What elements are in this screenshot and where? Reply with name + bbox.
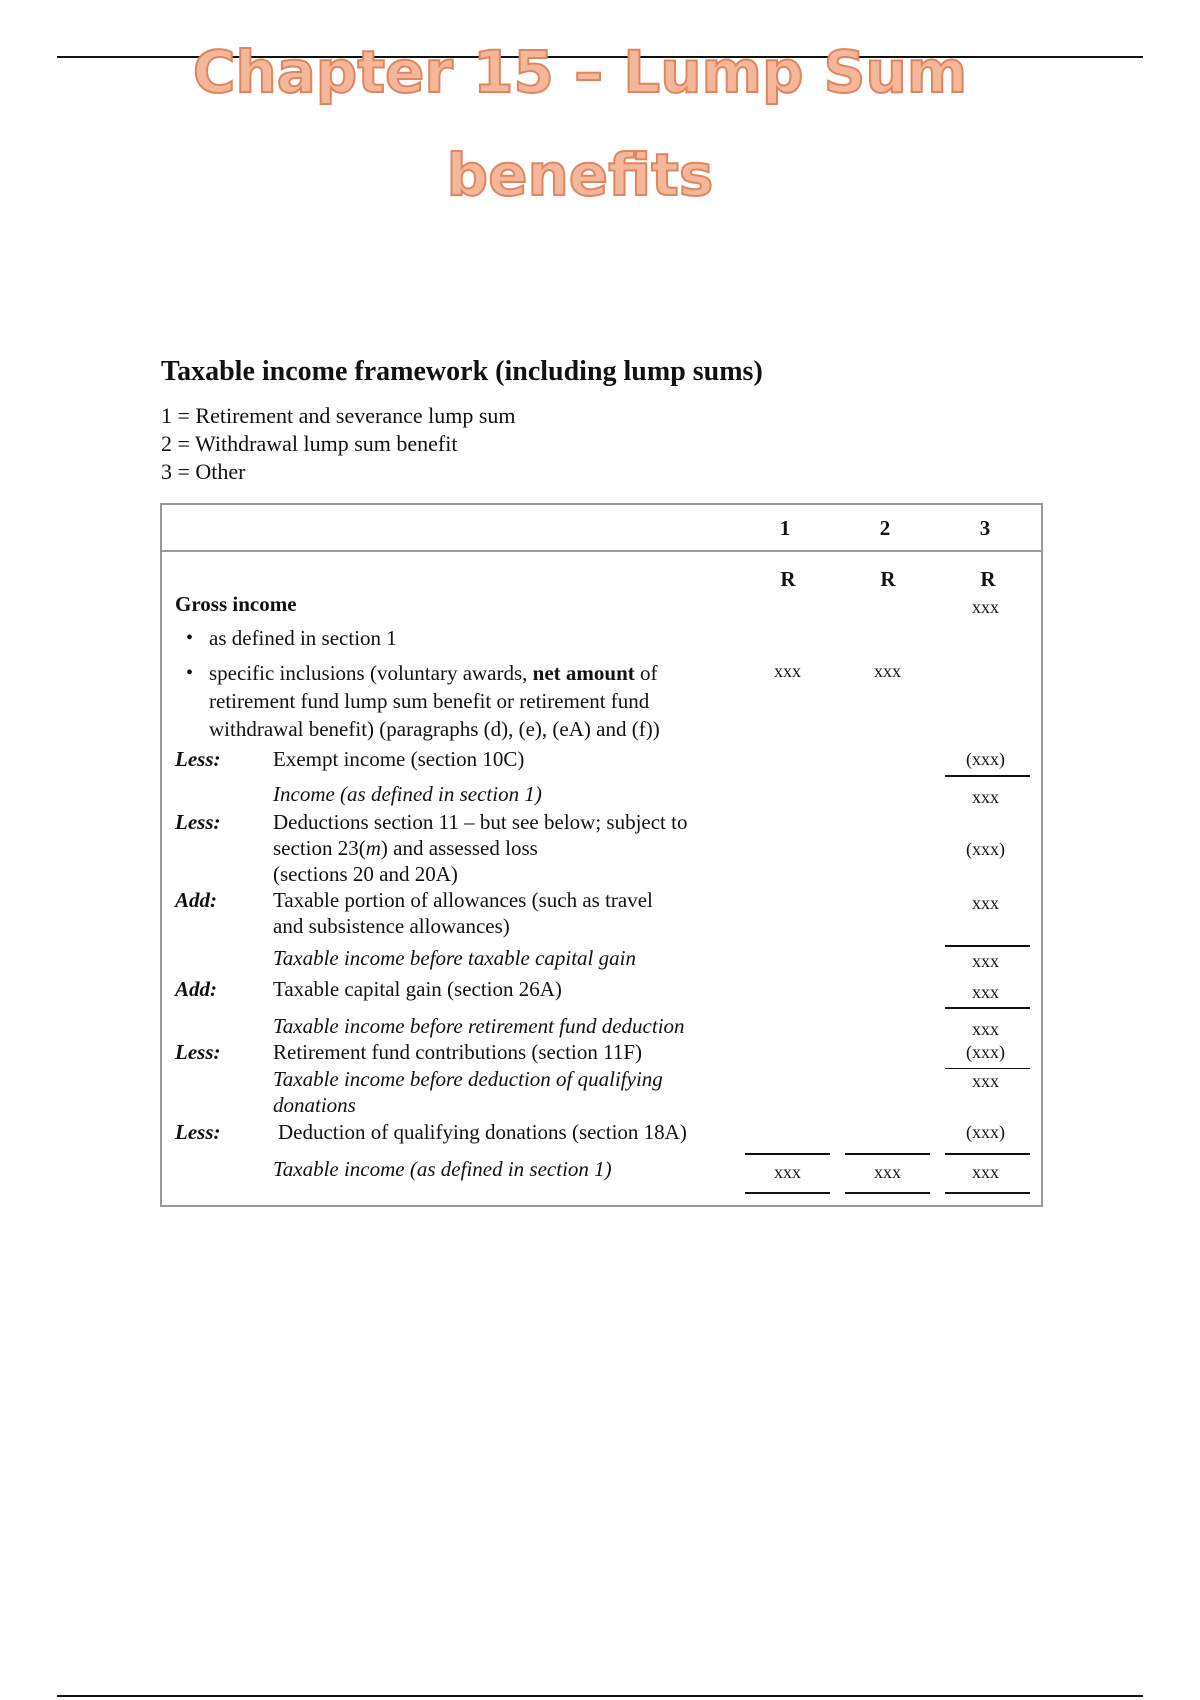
- income-subtotal-text: Income (as defined in section 1): [273, 782, 542, 806]
- taxable-income-col-1: xxx: [774, 1162, 801, 1182]
- retirement-contributions-text: Retirement fund contributions (section 11F): [273, 1040, 642, 1064]
- gross-income-bullet-2-line3: withdrawal benefit) (paragraphs (d), (e), (eA) and (f)): [209, 717, 660, 741]
- gross-income-label: Gross income: [175, 592, 297, 616]
- underline-donations-col-2: [845, 1153, 930, 1155]
- currency-col-1: R: [780, 567, 796, 591]
- bottom-rule: [57, 1695, 1143, 1697]
- legend-item-1: 1 = Retirement and severance lump sum: [161, 403, 516, 428]
- capital-gain-text: Taxable capital gain (section 26A): [273, 977, 562, 1001]
- double-underline-col-1: [745, 1192, 830, 1194]
- legend-item-3: 3 = Other: [161, 459, 246, 484]
- allowances-value: xxx: [972, 893, 999, 913]
- currency-col-3: R: [980, 567, 996, 591]
- bullet-2-marker: •: [186, 662, 194, 684]
- retirement-contributions-value: (xxx): [966, 1042, 1005, 1062]
- allowances-line2: and subsistence allowances): [273, 914, 510, 938]
- add-label-allowances: Add:: [175, 888, 217, 912]
- before-retirement-value: xxx: [972, 1019, 999, 1039]
- bullet-1-marker: •: [186, 627, 194, 649]
- deductions-line2: section 23(m) and assessed loss: [273, 836, 538, 860]
- before-donations-value: xxx: [972, 1071, 999, 1091]
- before-retirement-text: Taxable income before retirement fund deduction: [273, 1014, 685, 1038]
- less-label-deductions: Less:: [175, 810, 221, 834]
- before-donations-line2: donations: [273, 1093, 356, 1117]
- taxable-income-text: Taxable income (as defined in section 1): [273, 1157, 612, 1181]
- specific-inclusions-col-1: xxx: [774, 661, 801, 681]
- gross-income-bullet-1: as defined in section 1: [209, 626, 397, 650]
- double-underline-col-2: [845, 1192, 930, 1194]
- deductions-value: (xxx): [966, 839, 1005, 859]
- gross-income-value: xxx: [972, 597, 999, 617]
- framework-table: [160, 503, 1043, 1207]
- exempt-income-text: Exempt income (section 10C): [273, 747, 525, 771]
- add-label-capital-gain: Add:: [175, 977, 217, 1001]
- less-label-exempt: Less:: [175, 747, 221, 771]
- chapter-title-line2: benefits: [446, 141, 714, 209]
- column-number-2: 2: [879, 516, 891, 540]
- taxable-income-col-2: xxx: [874, 1162, 901, 1182]
- double-underline-col-3: [945, 1192, 1030, 1194]
- exempt-income-value: (xxx): [966, 749, 1005, 769]
- before-capital-gain-value: xxx: [972, 951, 999, 971]
- header-separator: [162, 550, 1041, 552]
- gross-income-bullet-2-line1: specific inclusions (voluntary awards, net amount of: [209, 661, 658, 685]
- deductions-line1: Deductions section 11 – but see below; subject to: [273, 810, 688, 834]
- legend-item-2: 2 = Withdrawal lump sum benefit: [161, 431, 458, 456]
- deductions-line3: (sections 20 and 20A): [273, 862, 458, 886]
- capital-gain-value: xxx: [972, 982, 999, 1002]
- underline-exempt: [945, 775, 1030, 777]
- before-capital-gain-text: Taxable income before taxable capital gain: [273, 946, 636, 970]
- underline-donations-col-3: [945, 1153, 1030, 1155]
- less-label-retirement: Less:: [175, 1040, 221, 1064]
- section-title: Taxable income framework (including lump sums): [161, 356, 763, 387]
- chapter-title-line1: Chapter 15 – Lump Sum: [192, 38, 968, 106]
- column-number-3: 3: [979, 516, 991, 540]
- underline-allowances: [945, 945, 1030, 947]
- specific-inclusions-col-2: xxx: [874, 661, 901, 681]
- donations-value: (xxx): [966, 1122, 1005, 1142]
- before-donations-line1: Taxable income before deduction of qualifying: [273, 1067, 663, 1091]
- gross-income-bullet-2-line2: retirement fund lump sum benefit or retirement fund: [209, 689, 650, 713]
- allowances-line1: Taxable portion of allowances (such as travel: [273, 888, 653, 912]
- income-subtotal-value: xxx: [972, 787, 999, 807]
- column-number-1: 1: [779, 516, 791, 540]
- underline-capital-gain: [945, 1007, 1030, 1009]
- underline-donations-col-1: [745, 1153, 830, 1155]
- currency-col-2: R: [880, 567, 896, 591]
- less-label-donations: Less:: [175, 1120, 221, 1144]
- donations-text: Deduction of qualifying donations (section 18A): [278, 1120, 687, 1144]
- taxable-income-col-3: xxx: [972, 1162, 999, 1182]
